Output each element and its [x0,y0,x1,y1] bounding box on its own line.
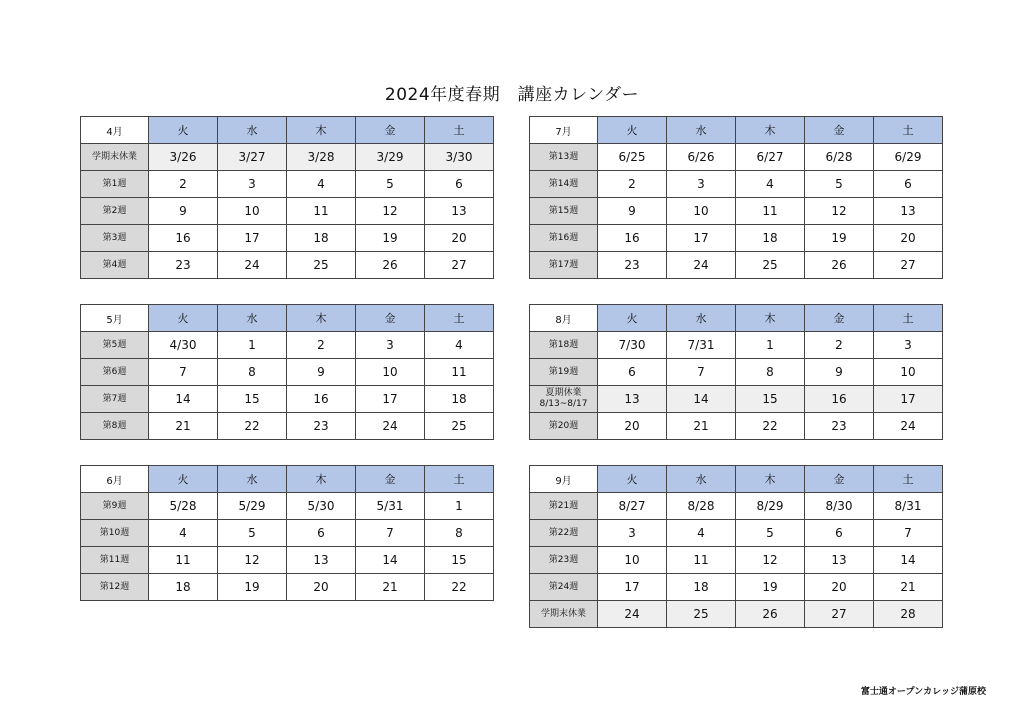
date-cell: 11 [425,359,494,386]
month-label: 6月 [81,466,149,493]
date-cell: 15 [736,386,805,413]
date-cell: 25 [736,252,805,279]
date-cell: 18 [149,574,218,601]
date-cell: 3/30 [425,144,494,171]
date-cell: 23 [287,413,356,440]
date-cell: 18 [667,574,736,601]
date-cell: 8/27 [598,493,667,520]
date-cell: 2 [149,171,218,198]
date-cell: 11 [667,547,736,574]
date-cell: 23 [149,252,218,279]
week-row [81,413,494,440]
week-label: 第9週 [81,493,149,520]
week-label: 夏期休業 8/13~8/17 [530,386,598,413]
date-cell: 13 [598,386,667,413]
day-header-thu: 木 [287,305,356,332]
day-header-sat: 土 [425,117,494,144]
week-row [530,144,943,171]
month-label: 9月 [530,466,598,493]
date-cell: 3 [874,332,943,359]
date-cell: 3/26 [149,144,218,171]
week-label: 第10週 [81,520,149,547]
date-cell: 19 [218,574,287,601]
date-cell: 14 [149,386,218,413]
date-cell: 6/27 [736,144,805,171]
date-cell: 2 [287,332,356,359]
date-cell: 4 [736,171,805,198]
date-cell: 8/30 [805,493,874,520]
week-row [530,386,943,413]
day-header-tue: 火 [149,117,218,144]
week-label: 第4週 [81,252,149,279]
day-header-tue: 火 [149,466,218,493]
date-cell: 5/28 [149,493,218,520]
date-cell: 4/30 [149,332,218,359]
date-cell: 5 [805,171,874,198]
date-cell: 8/29 [736,493,805,520]
calendar-august [529,304,943,440]
week-label: 第3週 [81,225,149,252]
day-header-thu: 木 [287,466,356,493]
date-cell: 6 [874,171,943,198]
day-header-tue: 火 [598,305,667,332]
date-cell: 24 [218,252,287,279]
date-cell: 21 [149,413,218,440]
calendar-header-row [530,466,943,493]
date-cell: 7/31 [667,332,736,359]
calendar-header-row [81,466,494,493]
date-cell: 6 [425,171,494,198]
day-header-thu: 木 [736,117,805,144]
day-header-wed: 水 [667,305,736,332]
calendar-header-row [81,305,494,332]
date-cell: 10 [874,359,943,386]
date-cell: 7 [874,520,943,547]
date-cell: 25 [287,252,356,279]
date-cell: 19 [356,225,425,252]
day-header-sat: 土 [425,466,494,493]
week-row [81,359,494,386]
day-header-tue: 火 [598,117,667,144]
week-label: 第6週 [81,359,149,386]
date-cell: 3/29 [356,144,425,171]
date-cell: 19 [736,574,805,601]
date-cell: 8/28 [667,493,736,520]
week-row [81,198,494,225]
week-row [530,359,943,386]
date-cell: 4 [149,520,218,547]
date-cell: 21 [874,574,943,601]
date-cell: 6/28 [805,144,874,171]
week-row [81,493,494,520]
date-cell: 21 [667,413,736,440]
date-cell: 2 [598,171,667,198]
date-cell: 5/31 [356,493,425,520]
date-cell: 6 [805,520,874,547]
date-cell: 10 [598,547,667,574]
week-label: 第16週 [530,225,598,252]
date-cell: 23 [805,413,874,440]
date-cell: 11 [736,198,805,225]
week-row [530,547,943,574]
date-cell: 5 [356,171,425,198]
week-label: 第13週 [530,144,598,171]
day-header-fri: 金 [805,117,874,144]
date-cell: 11 [287,198,356,225]
date-cell: 7 [356,520,425,547]
date-cell: 1 [425,493,494,520]
date-cell: 24 [598,601,667,628]
week-row [530,574,943,601]
day-header-sat: 土 [874,466,943,493]
date-cell: 1 [736,332,805,359]
week-row [530,332,943,359]
week-label: 第17週 [530,252,598,279]
date-cell: 16 [805,386,874,413]
date-cell: 23 [598,252,667,279]
day-header-sat: 土 [874,117,943,144]
date-cell: 5 [736,520,805,547]
week-row [81,144,494,171]
date-cell: 14 [874,547,943,574]
date-cell: 13 [874,198,943,225]
day-header-wed: 水 [218,305,287,332]
date-cell: 13 [287,547,356,574]
week-label: 第20週 [530,413,598,440]
week-label: 学期末休業 [530,601,598,628]
day-header-wed: 水 [218,466,287,493]
date-cell: 9 [149,198,218,225]
day-header-wed: 水 [218,117,287,144]
week-label: 第5週 [81,332,149,359]
week-row [530,225,943,252]
date-cell: 17 [356,386,425,413]
date-cell: 27 [874,252,943,279]
date-cell: 28 [874,601,943,628]
date-cell: 22 [736,413,805,440]
date-cell: 6/25 [598,144,667,171]
date-cell: 14 [356,547,425,574]
date-cell: 3/27 [218,144,287,171]
week-label: 第11週 [81,547,149,574]
month-label: 5月 [81,305,149,332]
week-row [530,413,943,440]
day-header-tue: 火 [598,466,667,493]
date-cell: 12 [805,198,874,225]
date-cell: 18 [287,225,356,252]
date-cell: 27 [805,601,874,628]
date-cell: 9 [805,359,874,386]
date-cell: 10 [218,198,287,225]
date-cell: 21 [356,574,425,601]
date-cell: 15 [218,386,287,413]
page-title: 2024年度春期 講座カレンダー [384,85,640,105]
day-header-fri: 金 [805,305,874,332]
date-cell: 10 [356,359,425,386]
date-cell: 2 [805,332,874,359]
date-cell: 9 [598,198,667,225]
date-cell: 20 [874,225,943,252]
date-cell: 3/28 [287,144,356,171]
date-cell: 22 [425,574,494,601]
date-cell: 20 [425,225,494,252]
day-header-wed: 水 [667,466,736,493]
date-cell: 5/30 [287,493,356,520]
date-cell: 17 [218,225,287,252]
date-cell: 7 [149,359,218,386]
week-row [530,198,943,225]
month-label: 4月 [81,117,149,144]
month-label: 7月 [530,117,598,144]
day-header-fri: 金 [356,466,425,493]
week-row [530,252,943,279]
date-cell: 7/30 [598,332,667,359]
date-cell: 13 [805,547,874,574]
date-cell: 17 [874,386,943,413]
date-cell: 27 [425,252,494,279]
calendar-june [80,465,494,601]
month-label: 8月 [530,305,598,332]
day-header-fri: 金 [356,117,425,144]
date-cell: 10 [667,198,736,225]
day-header-fri: 金 [805,466,874,493]
calendar-april [80,116,494,279]
week-label: 第8週 [81,413,149,440]
calendar-may [80,304,494,440]
week-label: 第24週 [530,574,598,601]
date-cell: 19 [805,225,874,252]
week-label: 第22週 [530,520,598,547]
date-cell: 3 [218,171,287,198]
day-header-thu: 木 [736,466,805,493]
week-row [530,601,943,628]
date-cell: 6 [287,520,356,547]
date-cell: 3 [598,520,667,547]
week-row [81,547,494,574]
date-cell: 16 [287,386,356,413]
day-header-thu: 木 [287,117,356,144]
week-label: 第12週 [81,574,149,601]
week-label: 第18週 [530,332,598,359]
day-header-sat: 土 [425,305,494,332]
week-label: 第1週 [81,171,149,198]
week-label: 第2週 [81,198,149,225]
date-cell: 24 [667,252,736,279]
date-cell: 18 [425,386,494,413]
date-cell: 7 [667,359,736,386]
calendar-july [529,116,943,279]
date-cell: 14 [667,386,736,413]
date-cell: 17 [667,225,736,252]
date-cell: 5/29 [218,493,287,520]
date-cell: 9 [287,359,356,386]
date-cell: 4 [667,520,736,547]
date-cell: 8 [736,359,805,386]
date-cell: 8 [218,359,287,386]
week-label: 第21週 [530,493,598,520]
week-row [81,574,494,601]
date-cell: 3 [667,171,736,198]
week-label: 学期末休業 [81,144,149,171]
calendar-header-row [530,305,943,332]
date-cell: 22 [218,413,287,440]
date-cell: 17 [598,574,667,601]
date-cell: 13 [425,198,494,225]
date-cell: 11 [149,547,218,574]
date-cell: 8/31 [874,493,943,520]
school-name: 富士通オープンカレッジ蒲原校 [860,687,986,697]
date-cell: 15 [425,547,494,574]
date-cell: 20 [805,574,874,601]
week-label: 第14週 [530,171,598,198]
date-cell: 1 [218,332,287,359]
date-cell: 4 [287,171,356,198]
week-label: 第19週 [530,359,598,386]
week-row [530,171,943,198]
calendar-header-row [81,117,494,144]
date-cell: 12 [356,198,425,225]
week-label: 第15週 [530,198,598,225]
week-row [81,332,494,359]
date-cell: 8 [425,520,494,547]
date-cell: 12 [218,547,287,574]
calendar-september [529,465,943,628]
date-cell: 26 [736,601,805,628]
date-cell: 25 [425,413,494,440]
date-cell: 26 [805,252,874,279]
calendar-header-row [530,117,943,144]
day-header-thu: 木 [736,305,805,332]
date-cell: 26 [356,252,425,279]
week-row [81,225,494,252]
date-cell: 4 [425,332,494,359]
date-cell: 24 [874,413,943,440]
week-row [81,520,494,547]
week-row [81,252,494,279]
date-cell: 12 [736,547,805,574]
week-label: 第7週 [81,386,149,413]
week-row [530,520,943,547]
date-cell: 20 [598,413,667,440]
date-cell: 16 [598,225,667,252]
date-cell: 25 [667,601,736,628]
day-header-tue: 火 [149,305,218,332]
date-cell: 6/26 [667,144,736,171]
week-row [530,493,943,520]
day-header-sat: 土 [874,305,943,332]
day-header-wed: 水 [667,117,736,144]
date-cell: 20 [287,574,356,601]
date-cell: 16 [149,225,218,252]
week-row [81,171,494,198]
date-cell: 24 [356,413,425,440]
day-header-fri: 金 [356,305,425,332]
date-cell: 6 [598,359,667,386]
date-cell: 18 [736,225,805,252]
week-label: 第23週 [530,547,598,574]
date-cell: 6/29 [874,144,943,171]
week-row [81,386,494,413]
date-cell: 5 [218,520,287,547]
date-cell: 3 [356,332,425,359]
